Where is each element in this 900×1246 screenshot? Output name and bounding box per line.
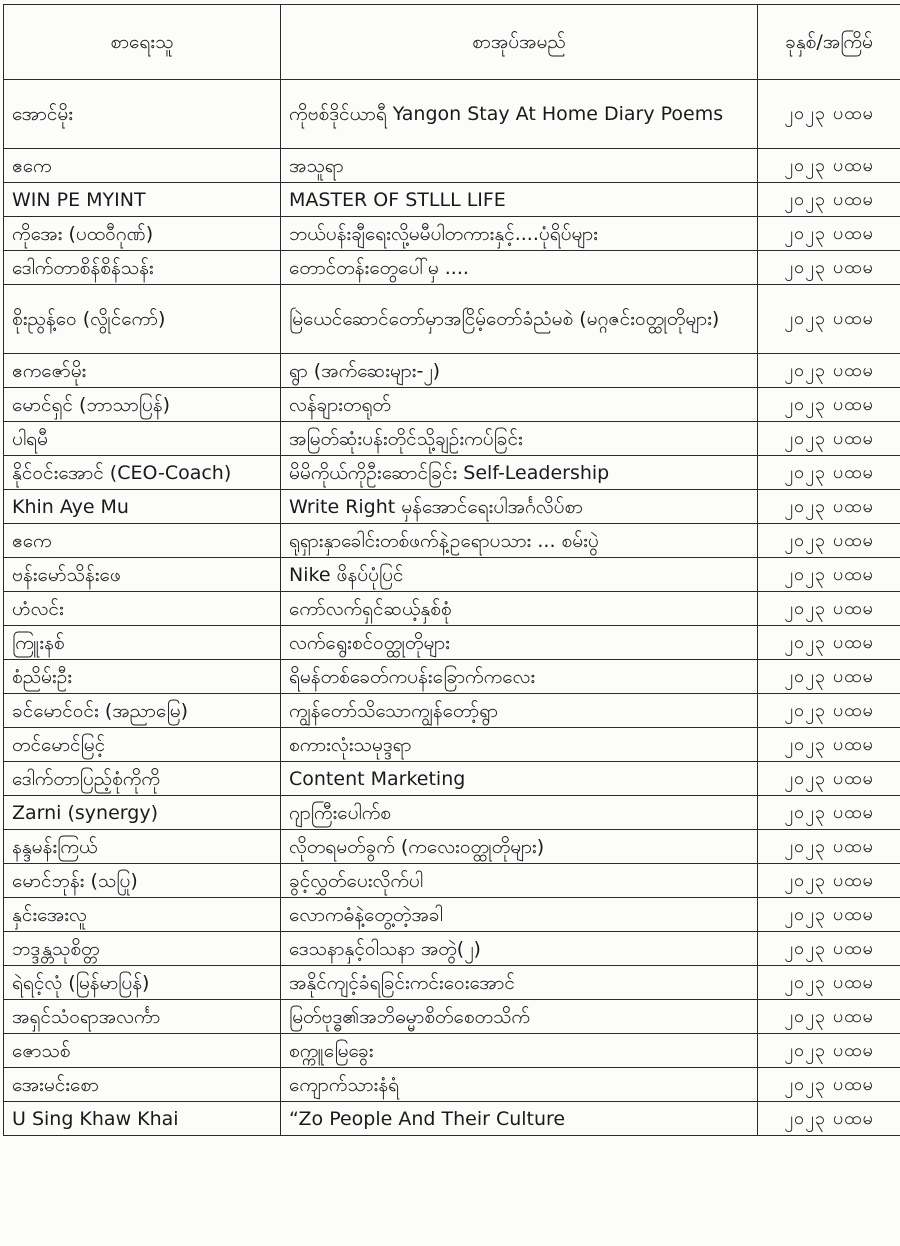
year-cell: ၂၀၂၃ ပထမ xyxy=(758,626,900,660)
year-cell: ၂၀၂၃ ပထမ xyxy=(758,285,900,354)
header-title: စာအုပ်အမည် xyxy=(281,5,758,80)
title-cell: ကိုဗစ်ဒိုင်ယာရီ Yangon Stay At Home Diary Poems xyxy=(281,80,758,149)
year-cell: ၂၀၂၃ ပထမ xyxy=(758,660,900,694)
title-cell: အမြတ်ဆုံးပန်းတိုင်သို့ချဉ်းကပ်ခြင်း xyxy=(281,422,758,456)
table-row xyxy=(4,217,900,251)
table-row xyxy=(4,864,900,898)
author-cell: နိုင်ဝင်းအောင် (CEO-Coach) xyxy=(4,456,281,490)
year-cell: ၂၀၂၃ ပထမ xyxy=(758,830,900,864)
year-cell: ၂၀၂၃ ပထမ xyxy=(758,966,900,1000)
author-cell: ဧကဇော်မိုး xyxy=(4,354,281,388)
author-cell: ဒေါက်တာစိန်စိန်သန်း xyxy=(4,251,281,285)
title-cell: လက်ရွေးစင်ဝတ္ထုတိုများ xyxy=(281,626,758,660)
year-cell: ၂၀၂၃ ပထမ xyxy=(758,1102,900,1136)
header-year: ခုနှစ်/အကြိမ် xyxy=(758,5,900,80)
author-cell: နှင်းအေးလူ xyxy=(4,898,281,932)
year-cell: ၂၀၂၃ ပထမ xyxy=(758,864,900,898)
title-cell: စက္ကူမြေခွေး xyxy=(281,1034,758,1068)
table-row xyxy=(4,626,900,660)
table-row xyxy=(4,251,900,285)
title-cell: Content Marketing xyxy=(281,762,758,796)
table-row xyxy=(4,558,900,592)
title-cell: ရွာ (အက်ဆေးများ-၂) xyxy=(281,354,758,388)
table-row xyxy=(4,592,900,626)
year-cell: ၂၀၂၃ ပထမ xyxy=(758,149,900,183)
author-cell: ဧကေ xyxy=(4,524,281,558)
table-row xyxy=(4,898,900,932)
title-cell: လောကဓံနဲ့တွေ့တဲ့အခါ xyxy=(281,898,758,932)
title-cell: ရုရှားနှာခေါင်းတစ်ဖက်နဲ့ဥရောပသား ... စမ်းပွဲ xyxy=(281,524,758,558)
title-cell: Nike ဖိနပ်ပုံပြင် xyxy=(281,558,758,592)
year-cell: ၂၀၂၃ ပထမ xyxy=(758,456,900,490)
title-cell: MASTER OF STLLL LIFE xyxy=(281,183,758,217)
year-cell: ၂၀၂၃ ပထမ xyxy=(758,490,900,524)
year-cell: ၂၀၂၃ ပထမ xyxy=(758,898,900,932)
year-cell: ၂၀၂၃ ပထမ xyxy=(758,251,900,285)
author-cell: မောင်ရှင် (ဘာသာပြန်) xyxy=(4,388,281,422)
author-cell: ရဲရင့်လုံ (မြန်မာပြန်) xyxy=(4,966,281,1000)
book-list-table xyxy=(3,4,900,1136)
year-cell: ၂၀၂၃ ပထမ xyxy=(758,762,900,796)
table-row xyxy=(4,80,900,149)
table-row xyxy=(4,1000,900,1034)
author-cell: နန္ဒမန်းကြယ် xyxy=(4,830,281,864)
table-row xyxy=(4,1034,900,1068)
table-row xyxy=(4,660,900,694)
author-cell: အရှင်သံဝရာအလင်္ကာ xyxy=(4,1000,281,1034)
title-cell: ဒေသနာနှင့်ဝါသနာ အတွဲ(၂) xyxy=(281,932,758,966)
title-cell: Write Right မှန်အောင်ရေးပါအင်္ဂလိပ်စာ xyxy=(281,490,758,524)
author-cell: ဗန်းမော်သိန်းဖေ xyxy=(4,558,281,592)
author-cell: WIN PE MYINT xyxy=(4,183,281,217)
title-cell: ကော်လက်ရှင်ဆယ့်နှစ်စုံ xyxy=(281,592,758,626)
author-cell: မောင်ဘုန်း (သပြု) xyxy=(4,864,281,898)
header-row xyxy=(4,5,900,80)
author-cell: Zarni (synergy) xyxy=(4,796,281,830)
table-row xyxy=(4,796,900,830)
year-cell: ၂၀၂၃ ပထမ xyxy=(758,728,900,762)
author-cell: ဒေါက်တာပြည့်စုံကိုကို xyxy=(4,762,281,796)
table-row xyxy=(4,456,900,490)
title-cell: ရိမန်တစ်ခေတ်ကပန်းခြောက်ကလေး xyxy=(281,660,758,694)
title-cell: လိုတရမတ်ခွက် (ကလေးဝတ္ထုတိုများ) xyxy=(281,830,758,864)
table-header xyxy=(4,5,900,80)
title-cell: ဂျာကြီးပေါက်စ xyxy=(281,796,758,830)
table-row xyxy=(4,728,900,762)
table-body xyxy=(4,80,900,1136)
year-cell: ၂၀၂၃ ပထမ xyxy=(758,388,900,422)
table-row xyxy=(4,762,900,796)
title-cell: စကားလုံးသမုဒ္ဒရာ xyxy=(281,728,758,762)
author-cell: အေးမင်းစော xyxy=(4,1068,281,1102)
title-cell: အသူရာ xyxy=(281,149,758,183)
table-row xyxy=(4,966,900,1000)
author-cell: ကိုအေး (ပထဝီဂုဏ်) xyxy=(4,217,281,251)
title-cell: အနိုင်ကျင့်ခံရခြင်းကင်းဝေးအောင် xyxy=(281,966,758,1000)
year-cell: ၂၀၂၃ ပထမ xyxy=(758,524,900,558)
table-row xyxy=(4,422,900,456)
author-cell: စိုးညွန့်ဝေ (လွိုင်ကော်) xyxy=(4,285,281,354)
title-cell: မြတ်ဗုဒ္ဓ၏အဘိဓမ္မာစိတ်စေတသိက် xyxy=(281,1000,758,1034)
author-cell: အောင်မိုး xyxy=(4,80,281,149)
year-cell: ၂၀၂၃ ပထမ xyxy=(758,1068,900,1102)
year-cell: ၂၀၂၃ ပထမ xyxy=(758,558,900,592)
author-cell: ပါရမီ xyxy=(4,422,281,456)
table-row xyxy=(4,354,900,388)
table-row xyxy=(4,830,900,864)
title-cell: လန်ချားတရုတ် xyxy=(281,388,758,422)
year-cell: ၂၀၂၃ ပထမ xyxy=(758,354,900,388)
author-cell: ဟံလင်း xyxy=(4,592,281,626)
table-row xyxy=(4,149,900,183)
year-cell: ၂၀၂၃ ပထမ xyxy=(758,422,900,456)
table-row xyxy=(4,1068,900,1102)
year-cell: ၂၀၂၃ ပထမ xyxy=(758,80,900,149)
year-cell: ၂၀၂၃ ပထမ xyxy=(758,1034,900,1068)
year-cell: ၂၀၂၃ ပထမ xyxy=(758,796,900,830)
author-cell: စံညိမ်းဦး xyxy=(4,660,281,694)
author-cell: ခင်မောင်ဝင်း (အညာမြေ) xyxy=(4,694,281,728)
table-row xyxy=(4,285,900,354)
title-cell: ခွင့်လွှတ်ပေးလိုက်ပါ xyxy=(281,864,758,898)
title-cell: တောင်တန်းတွေပေါ်မှ .... xyxy=(281,251,758,285)
table-row xyxy=(4,524,900,558)
title-cell: “Zo People And Their Culture xyxy=(281,1102,758,1136)
table-row xyxy=(4,1102,900,1136)
table-row xyxy=(4,932,900,966)
author-cell: U Sing Khaw Khai xyxy=(4,1102,281,1136)
year-cell: ၂၀၂၃ ပထမ xyxy=(758,217,900,251)
year-cell: ၂၀၂၃ ပထမ xyxy=(758,183,900,217)
table-row xyxy=(4,694,900,728)
title-cell: ကျောက်သားနံရံ xyxy=(281,1068,758,1102)
author-cell: ဘဒ္ဒန္တသုစိတ္တ xyxy=(4,932,281,966)
author-cell: Khin Aye Mu xyxy=(4,490,281,524)
table-row xyxy=(4,388,900,422)
title-cell: ဘယ်ပန်းချီရေးလို့မမီပါတကားနှင့်....ပုံရိပ်များ xyxy=(281,217,758,251)
year-cell: ၂၀၂၃ ပထမ xyxy=(758,1000,900,1034)
title-cell: ကျွန်တော်သိသောကျွန်တော့်ရွာ xyxy=(281,694,758,728)
author-cell: ဇောသစ် xyxy=(4,1034,281,1068)
author-cell: တင်မောင်မြင့် xyxy=(4,728,281,762)
table-row xyxy=(4,490,900,524)
title-cell: မိမိကိုယ်ကိုဦးဆောင်ခြင်း Self-Leadership xyxy=(281,456,758,490)
title-cell: မြဲယေင်ဆောင်တော်မှာအငြိမ့်တော်ခံညံမစဲ (မဂ္ဂဇင်းဝတ္ထုတိုများ) xyxy=(281,285,758,354)
header-author: စာရေးသူ xyxy=(4,5,281,80)
table-row xyxy=(4,183,900,217)
year-cell: ၂၀၂၃ ပထမ xyxy=(758,694,900,728)
year-cell: ၂၀၂၃ ပထမ xyxy=(758,932,900,966)
author-cell: ကြူးနစ် xyxy=(4,626,281,660)
year-cell: ၂၀၂၃ ပထမ xyxy=(758,592,900,626)
author-cell: ဧကေ xyxy=(4,149,281,183)
